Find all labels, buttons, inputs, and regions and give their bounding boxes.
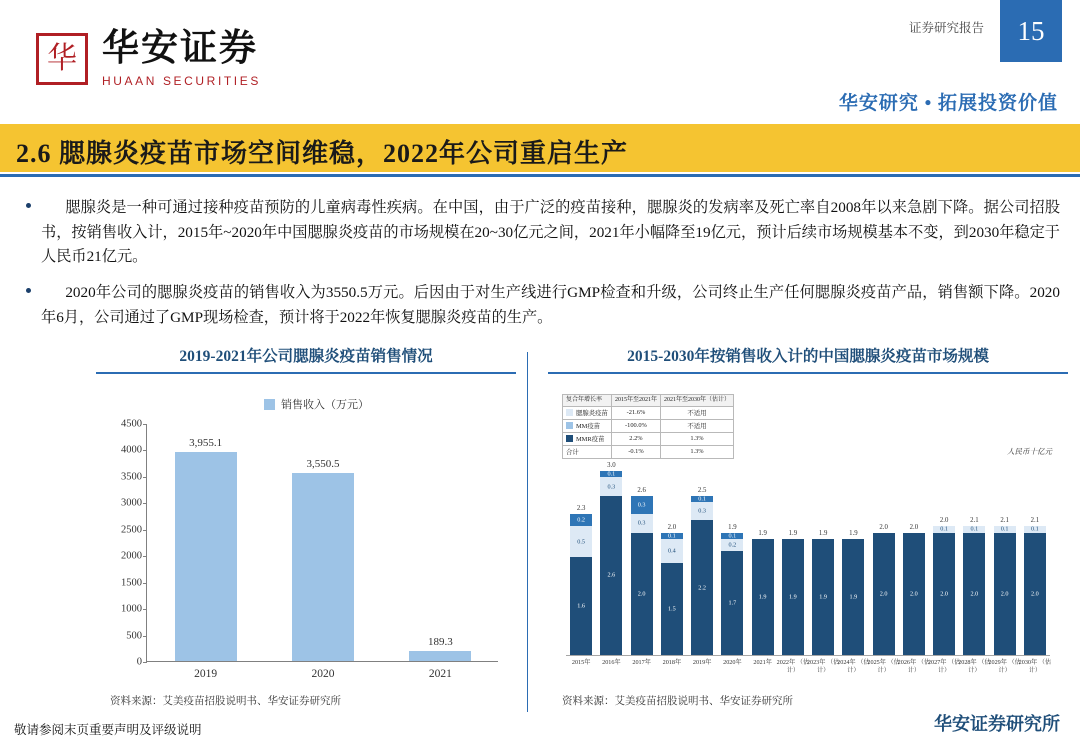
table-row: [563, 419, 734, 432]
stacked-bar: [721, 523, 743, 666]
table-cell-label: MM疫苗: [563, 419, 612, 432]
table-row: [563, 432, 734, 445]
left-chart-panel: [96, 344, 516, 722]
segment-value-label: 1.7: [728, 599, 737, 607]
stacked-bar-segment: [721, 551, 743, 655]
y-axis-tick-mark: [143, 609, 147, 610]
bar: [175, 436, 237, 661]
disclaimer-note: 敬请参阅末页重要声明及评级说明: [14, 723, 202, 737]
logo-name-cn: 华安证券: [102, 28, 258, 69]
segment-value-label: 2.6: [607, 571, 616, 579]
stack-total-label: 2.0: [939, 517, 949, 525]
y-axis-tick-label: 500: [126, 630, 142, 642]
chart-plot-area: [566, 460, 1052, 675]
stack-total-label: 2.0: [879, 523, 888, 531]
segment-value-label: 1.5: [668, 605, 676, 613]
segment-value-label: 2.2: [698, 584, 706, 592]
x-axis-tick-label: 2021年: [753, 659, 772, 666]
right-chart-title: 2015-2030年按销售收入计的中国腮腺炎疫苗市场规模: [627, 348, 989, 365]
table-cell-value: 1.3%: [660, 445, 733, 458]
table-cell-value: -21.6%: [611, 406, 660, 419]
bullet-dot-icon: [26, 288, 31, 293]
table-cell-value: 不适用: [660, 419, 733, 432]
segment-value-label: 2.0: [879, 590, 888, 598]
page-title: 2.6 腮腺炎疫苗市场空间维稳，2022年公司重启生产: [16, 139, 629, 168]
footer-brand: 华安证券研究所: [934, 714, 1060, 734]
legend-swatch-icon: [264, 399, 275, 410]
table-row: [563, 406, 734, 419]
x-axis-tick-label: 2018年: [662, 659, 682, 666]
stacked-bar: [600, 462, 622, 666]
stacked-bar: [927, 517, 961, 675]
segment-value-label: 1.9: [819, 593, 827, 601]
x-axis-tick-label: 2015年: [571, 659, 591, 666]
y-axis-tick-mark: [143, 450, 147, 451]
stacked-bar: [691, 486, 713, 666]
stacked-bar-segment: [1024, 533, 1046, 656]
left-chart-title: 2019-2021年公司腮腺炎疫苗销售情况: [179, 348, 433, 365]
report-type-label: 证券研究报告: [908, 21, 984, 35]
stack-total-label: 2.1: [970, 517, 979, 525]
stacked-bar-segment: [782, 539, 804, 655]
legend-label: 销售收入（万元）: [281, 399, 369, 411]
stack-total-label: 2.0: [909, 523, 919, 531]
y-axis-tick-mark: [143, 636, 147, 637]
stack-total-label: 2.1: [1000, 517, 1009, 525]
stacked-bar-segment: [631, 533, 653, 656]
stacked-bar-segment: [721, 539, 743, 551]
segment-value-label: 2.0: [1000, 590, 1009, 598]
x-axis-tick-label: 2019: [194, 668, 218, 680]
stacked-bar-segment: [963, 533, 985, 656]
logo-name-en: HUAAN SECURITIES: [102, 73, 261, 88]
table-cell-value: -0.1%: [611, 445, 660, 458]
legend-swatch-icon: [566, 422, 573, 429]
y-axis-tick-label: 1000: [121, 603, 142, 615]
segment-value-label: 2.0: [970, 590, 979, 598]
panel-divider: [527, 352, 528, 712]
x-axis-tick-label: 2021: [428, 668, 452, 680]
stack-total-label: 3.0: [607, 462, 616, 470]
table-header-cell: 复合年增长率: [563, 395, 612, 407]
table-cell-value: 1.3%: [660, 432, 733, 445]
y-axis-tick-mark: [143, 503, 147, 504]
bullet-dot-icon: [26, 203, 31, 208]
left-panel-rule: [96, 372, 516, 374]
right-chart-panel: [548, 344, 1068, 722]
segment-value-label: 2.0: [637, 590, 646, 598]
x-axis-tick-label: 2016年: [602, 659, 621, 666]
stacked-bar-segment: [691, 520, 713, 655]
stack-total-label: 2.0: [667, 523, 677, 531]
stacked-bar-segment: [570, 526, 592, 557]
bar-value-label: 3,550.5: [306, 458, 340, 471]
y-axis-tick-label: 3000: [121, 497, 142, 509]
table-cell-label: 腮腺炎疫苗: [563, 406, 612, 419]
y-axis-tick-label: 4500: [121, 418, 142, 430]
stack-total-label: 1.9: [758, 529, 767, 537]
chart-legend: [264, 396, 369, 412]
table-cell-label: MMR疫苗: [563, 432, 612, 445]
stacked-bar-segment: [842, 539, 864, 655]
segment-value-label: 0.1: [728, 532, 737, 540]
bar-value-label: 189.3: [427, 636, 453, 648]
segment-value-label: 0.2: [728, 541, 737, 549]
list-item: [26, 281, 1060, 330]
stacked-bar-segment: [570, 514, 592, 526]
stacked-bar: [570, 505, 592, 666]
x-axis-tick-label: 2020年: [723, 659, 742, 666]
stack-total-label: 1.9: [849, 529, 858, 537]
table-header-cell: 2021年至2030年（估计）: [660, 395, 733, 407]
segment-value-label: 1.9: [789, 593, 797, 601]
stacked-bar: [661, 523, 683, 666]
x-axis-tick-label: 2022年 （估计）: [776, 659, 810, 675]
x-axis-tick-label: 2027年 （估计）: [927, 659, 961, 675]
segment-value-label: 1.9: [758, 593, 767, 601]
segment-value-label: 0.1: [1031, 525, 1039, 533]
table-cell-value: -100.0%: [611, 419, 660, 432]
page-number: 15: [1017, 15, 1045, 46]
x-axis-tick-label: 2023年 （估计）: [806, 659, 840, 675]
stacked-bar-segment: [631, 514, 653, 532]
segment-value-label: 0.1: [940, 525, 948, 533]
bar: [409, 636, 471, 661]
stack-total-label: 2.1: [1030, 517, 1040, 525]
segment-value-label: 0.1: [607, 470, 616, 478]
y-axis-tick-label: 2000: [121, 550, 142, 562]
legend-swatch-icon: [566, 409, 573, 416]
segment-value-label: 0.2: [577, 516, 585, 524]
bullet-text: 腮腺炎是一种可通过接种疫苗预防的儿童病毒性疾病。在中国，由于广泛的疫苗接种，腮腺炎的发病率及死亡率自2008年以来急剧下降。据公司招股书，按销售收入计，2015年~2020年中国腮腺炎疫苗的市场规模在20~30亿元之间，2021年小幅降至19亿元，预计后续市场规模基本不变，到2030年稳定于人民币21亿元。: [41, 199, 1060, 266]
chart-plot-area: [121, 418, 498, 680]
stack-total-label: 1.9: [728, 523, 737, 531]
x-axis-tick-label: 2028年 （估计）: [958, 659, 991, 675]
stacked-bar: [776, 529, 810, 675]
stacked-bar-segment: [903, 533, 925, 656]
stacked-bar: [988, 517, 1021, 675]
x-axis-tick-label: 2020: [311, 668, 335, 680]
stacked-bar: [897, 523, 931, 675]
segment-value-label: 0.5: [577, 538, 585, 546]
segment-value-label: 0.1: [698, 495, 706, 503]
segment-value-label: 1.6: [577, 602, 585, 610]
y-axis-tick-mark: [143, 662, 147, 663]
x-axis-tick-label: 2017年: [632, 659, 651, 666]
stack-total-label: 1.9: [818, 529, 828, 537]
segment-value-label: 0.4: [668, 547, 676, 555]
title-underline: [0, 174, 1080, 177]
stacked-bar-segment: [600, 477, 622, 495]
stack-total-label: 2.5: [697, 486, 707, 494]
x-axis-line: [566, 655, 1050, 656]
chart-unit-note: 人民币十亿元: [1007, 447, 1052, 456]
bar-chart-sales: [96, 382, 516, 702]
logo-seal-icon: [36, 33, 88, 85]
stacked-bar-chart-market-size: [548, 380, 1068, 710]
stacked-bar-segment: [752, 539, 774, 655]
stacked-bar: [631, 486, 653, 666]
stacked-bar: [867, 523, 900, 675]
y-axis-tick-label: 0: [136, 656, 142, 668]
stacked-bar-segment: [994, 533, 1016, 656]
stacked-bar-segment: [661, 539, 683, 564]
segment-value-label: 0.3: [637, 501, 646, 509]
legend-swatch-icon: [566, 435, 573, 442]
stacked-bar-segment: [600, 496, 622, 655]
list-item: [26, 196, 1060, 270]
brand-slogan: 华安研究 • 拓展投资价值: [838, 93, 1058, 114]
bar: [292, 458, 354, 661]
segment-value-label: 0.3: [698, 507, 706, 515]
x-axis-tick-label: 2030年 （估计）: [1018, 659, 1052, 675]
page-number-badge: [1000, 0, 1062, 62]
table-cell-value: 2.2%: [611, 432, 660, 445]
stacked-bar: [958, 517, 991, 675]
bullet-list: [26, 196, 1060, 341]
stack-total-label: 2.3: [576, 505, 586, 513]
x-axis-tick-label: 2024年 （估计）: [837, 659, 870, 675]
stacked-bar: [837, 529, 870, 675]
y-axis-tick-label: 4000: [121, 444, 142, 456]
segment-value-label: 2.0: [910, 590, 918, 598]
slide-title-bar: [0, 124, 1080, 172]
right-chart-source: 资料来源：艾美疫苗招股说明书、华安证券研究所: [562, 696, 793, 707]
segment-value-label: 0.1: [668, 532, 676, 540]
stacked-bar-segment: [812, 539, 834, 655]
stacked-bar: [806, 529, 840, 675]
stack-total-label: 2.6: [637, 486, 646, 494]
y-axis-tick-label: 2500: [121, 524, 142, 536]
right-panel-rule: [548, 372, 1068, 374]
y-axis-tick-label: 1500: [121, 577, 142, 589]
stacked-bar-segment: [933, 533, 955, 656]
y-axis-tick-mark: [143, 477, 147, 478]
cagr-table: [562, 394, 734, 459]
x-axis-tick-label: 2029年 （估计）: [988, 659, 1021, 675]
company-logo: [36, 30, 261, 88]
left-chart-source: 资料来源：艾美疫苗招股说明书、华安证券研究所: [110, 696, 341, 707]
y-axis-tick-mark: [143, 556, 147, 557]
segment-value-label: 0.3: [637, 519, 646, 527]
stacked-bar-segment: [570, 557, 592, 655]
table-cell-label: 合计: [563, 445, 612, 458]
stacked-bar-segment: [631, 496, 653, 514]
stacked-bar-segment: [873, 533, 895, 656]
table-cell-value: 不适用: [660, 406, 733, 419]
stacked-bar: [1018, 517, 1052, 675]
segment-value-label: 2.0: [1031, 590, 1039, 598]
x-axis-tick-label: 2025年 （估计）: [867, 659, 900, 675]
bar-value-label: 3,955.1: [189, 436, 223, 449]
table-header-cell: 2015年至2021年: [611, 395, 660, 407]
y-axis-tick-mark: [143, 583, 147, 584]
stacked-bar-segment: [661, 563, 683, 655]
logo-seal-char: 华: [47, 41, 77, 75]
stacked-bar: [752, 529, 774, 666]
x-axis-tick-label: 2019年: [692, 659, 712, 666]
y-axis-tick-label: 3500: [121, 471, 142, 483]
stack-total-label: 1.9: [788, 529, 798, 537]
segment-value-label: 0.3: [607, 483, 616, 491]
segment-value-label: 1.9: [849, 593, 858, 601]
y-axis-tick-mark: [143, 530, 147, 531]
segment-value-label: 0.1: [1000, 525, 1009, 533]
segment-value-label: 2.0: [940, 590, 948, 598]
bullet-text: 2020年公司的腮腺炎疫苗的销售收入为3550.5万元。后因由于对生产线进行GMP检查和升级，公司终止生产任何腮腺炎疫苗产品，销售额下降。2020年6月，公司通过了GMP现场检查，预计将于2022年恢复腮腺炎疫苗的生产。: [41, 283, 1060, 326]
x-axis-tick-label: 2026年 （估计）: [897, 659, 931, 675]
segment-value-label: 0.1: [970, 525, 979, 533]
y-axis-tick-mark: [143, 424, 147, 425]
table-row: [563, 445, 734, 458]
table-header-row: [563, 395, 734, 407]
stacked-bar-segment: [691, 502, 713, 520]
